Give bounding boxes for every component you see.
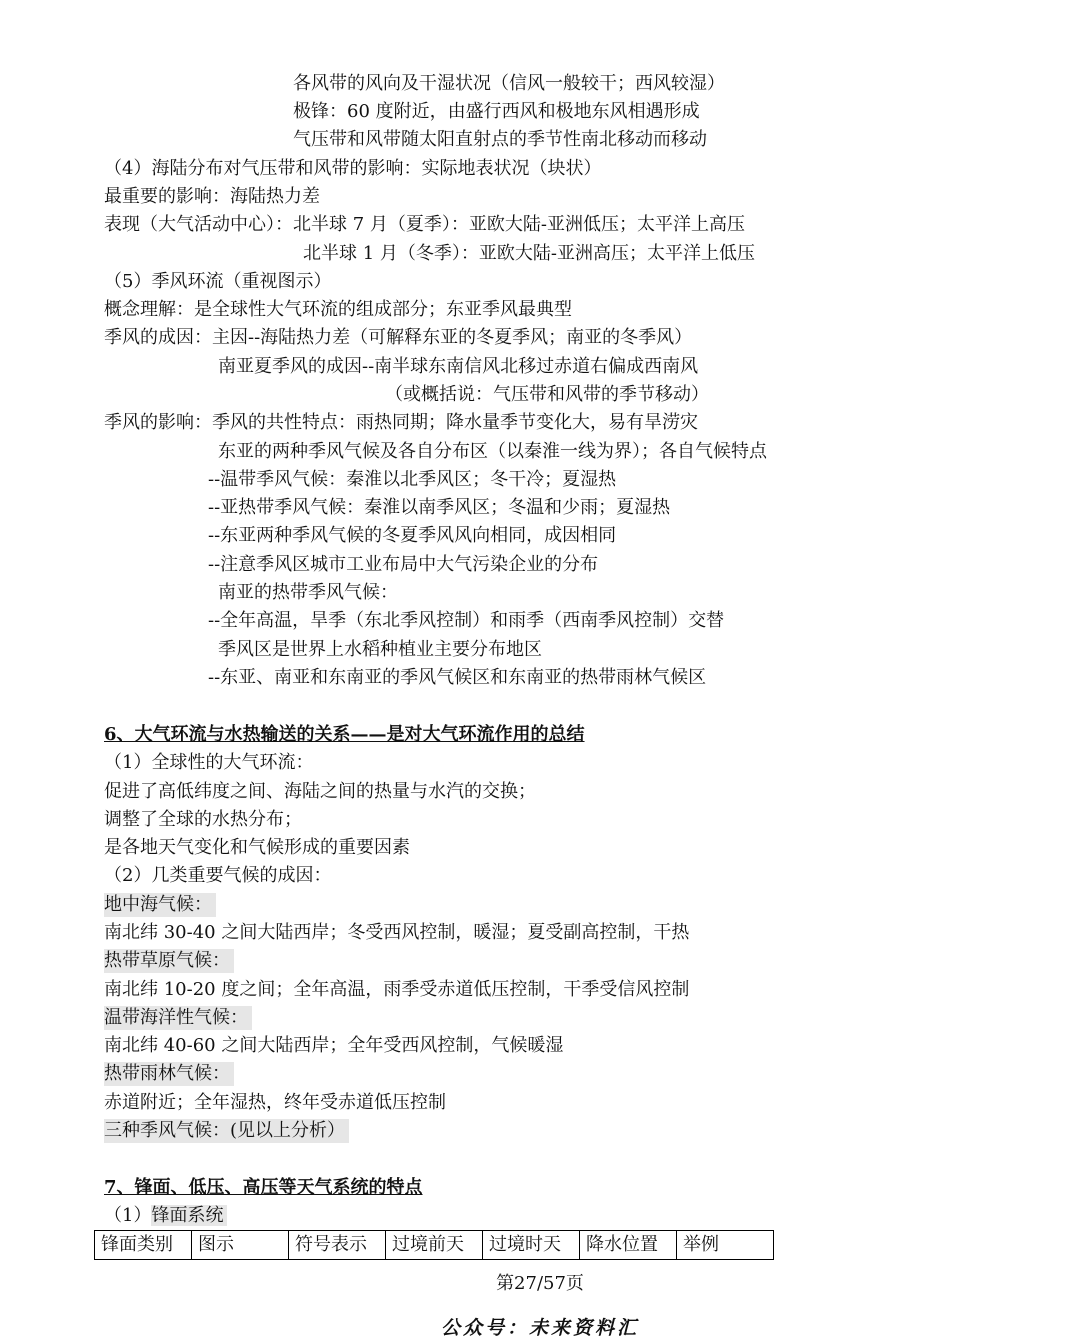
text-line: 是各地天气变化和气候形成的重要因素 xyxy=(104,837,410,858)
text-line: 赤道附近；全年湿热，终年受赤道低压控制 xyxy=(104,1092,446,1113)
text-line: 南亚的热带季风气候： xyxy=(218,582,398,603)
text-line: 南北纬 10-20 度之间；全年高温，雨季受赤道低压控制，干季受信风控制 xyxy=(104,979,690,1000)
table-header-cell: 锋面类别 xyxy=(95,1231,192,1260)
table-header-cell: 过境前天 xyxy=(386,1231,483,1260)
table-header-cell: 过境时天 xyxy=(483,1231,580,1260)
text-line: 南北纬 30-40 之间大陆西岸；冬受西风控制，暖湿；夏受副高控制，干热 xyxy=(104,922,690,943)
text-line: 北半球 1 月（冬季）：亚欧大陆-亚洲高压；太平洋上低压 xyxy=(303,243,755,264)
text-line: （5）季风环流（重视图示） xyxy=(104,271,332,292)
table-header-cell: 符号表示 xyxy=(289,1231,386,1260)
text-line: 表现（大气活动中心）：北半球 7 月（夏季）：亚欧大陆-亚洲低压；太平洋上高压 xyxy=(104,214,745,235)
climate-label: 热带草原气候： xyxy=(104,949,234,973)
text-line: （4）海陆分布对气压带和风带的影响：实际地表状况（块状） xyxy=(104,158,602,179)
subsection-label xyxy=(104,1204,227,1228)
text-line: --亚热带季风气候：秦淮以南季风区；冬温和少雨；夏湿热 xyxy=(208,497,671,518)
climate-label: 地中海气候： xyxy=(104,893,216,917)
text-line: （1）全球性的大气环流： xyxy=(104,752,314,773)
text-line: 极锋：60 度附近，由盛行西风和极地东风相遇形成 xyxy=(293,101,700,122)
text-line: --注意季风区城市工业布局中大气污染企业的分布 xyxy=(208,554,599,575)
text-line: 促进了高低纬度之间、海陆之间的热量与水汽的交换； xyxy=(104,781,536,802)
climate-label: 三种季风气候：(见以上分析） xyxy=(104,1119,349,1143)
text-line: （2）几类重要气候的成因： xyxy=(104,865,332,886)
front-system-table xyxy=(94,1230,774,1260)
text-line: --温带季风气候：秦淮以北季风区；冬干冷；夏湿热 xyxy=(208,469,617,490)
text-line: 南北纬 40-60 之间大陆西岸；全年受西风控制，气候暖湿 xyxy=(104,1035,564,1056)
page-number: 第27/57页 xyxy=(496,1273,584,1294)
table-header-cell: 降水位置 xyxy=(580,1231,677,1260)
text-line: 东亚的两种季风气候及各自分布区（以秦淮一线为界）；各自气候特点 xyxy=(218,441,767,462)
text-line: 各风带的风向及干湿状况（信风一般较干；西风较湿） xyxy=(293,73,725,94)
text-line: --东亚、南亚和东南亚的季风气候区和东南亚的热带雨林气候区 xyxy=(208,667,707,688)
subsection-number: （1） xyxy=(104,1205,152,1226)
table-header-cell: 举例 xyxy=(677,1231,774,1260)
climate-label: 热带雨林气候： xyxy=(104,1062,234,1086)
text-line: 南亚夏季风的成因--南半球东南信风北移过赤道右偏成西南风 xyxy=(218,356,699,377)
section-heading-6: 6、大气环流与水热输送的关系——是对大气环流作用的总结 xyxy=(104,724,585,745)
text-line: --全年高温，旱季（东北季风控制）和雨季（西南季风控制）交替 xyxy=(208,610,725,631)
climate-label: 温带海洋性气候： xyxy=(104,1006,252,1030)
text-line: 气压带和风带随太阳直射点的季节性南北移动而移动 xyxy=(293,129,707,150)
text-line: 概念理解：是全球性大气环流的组成部分；东亚季风最典型 xyxy=(104,299,572,320)
section-heading-7: 7、锋面、低压、高压等天气系统的特点 xyxy=(104,1177,423,1198)
table-header-cell: 图示 xyxy=(192,1231,289,1260)
text-line: 季风区是世界上水稻种植业主要分布地区 xyxy=(218,639,542,660)
text-line: 调整了全球的水热分布； xyxy=(104,809,302,830)
text-line: （或概括说：气压带和风带的季节移动） xyxy=(385,384,709,405)
text-line: 最重要的影响：海陆热力差 xyxy=(104,186,320,207)
brand-watermark: 公众号：未来资料汇 xyxy=(440,1317,639,1339)
text-line: 季风的成因：主因--海陆热力差（可解释东亚的冬夏季风；南亚的冬季风） xyxy=(104,327,693,348)
table-header-row xyxy=(95,1231,774,1260)
subsection-title: 锋面系统 xyxy=(151,1205,227,1226)
text-line: --东亚两种季风气候的冬夏季风风向相同，成因相同 xyxy=(208,525,617,546)
text-line: 季风的影响：季风的共性特点：雨热同期；降水量季节变化大，易有旱涝灾 xyxy=(104,412,698,433)
